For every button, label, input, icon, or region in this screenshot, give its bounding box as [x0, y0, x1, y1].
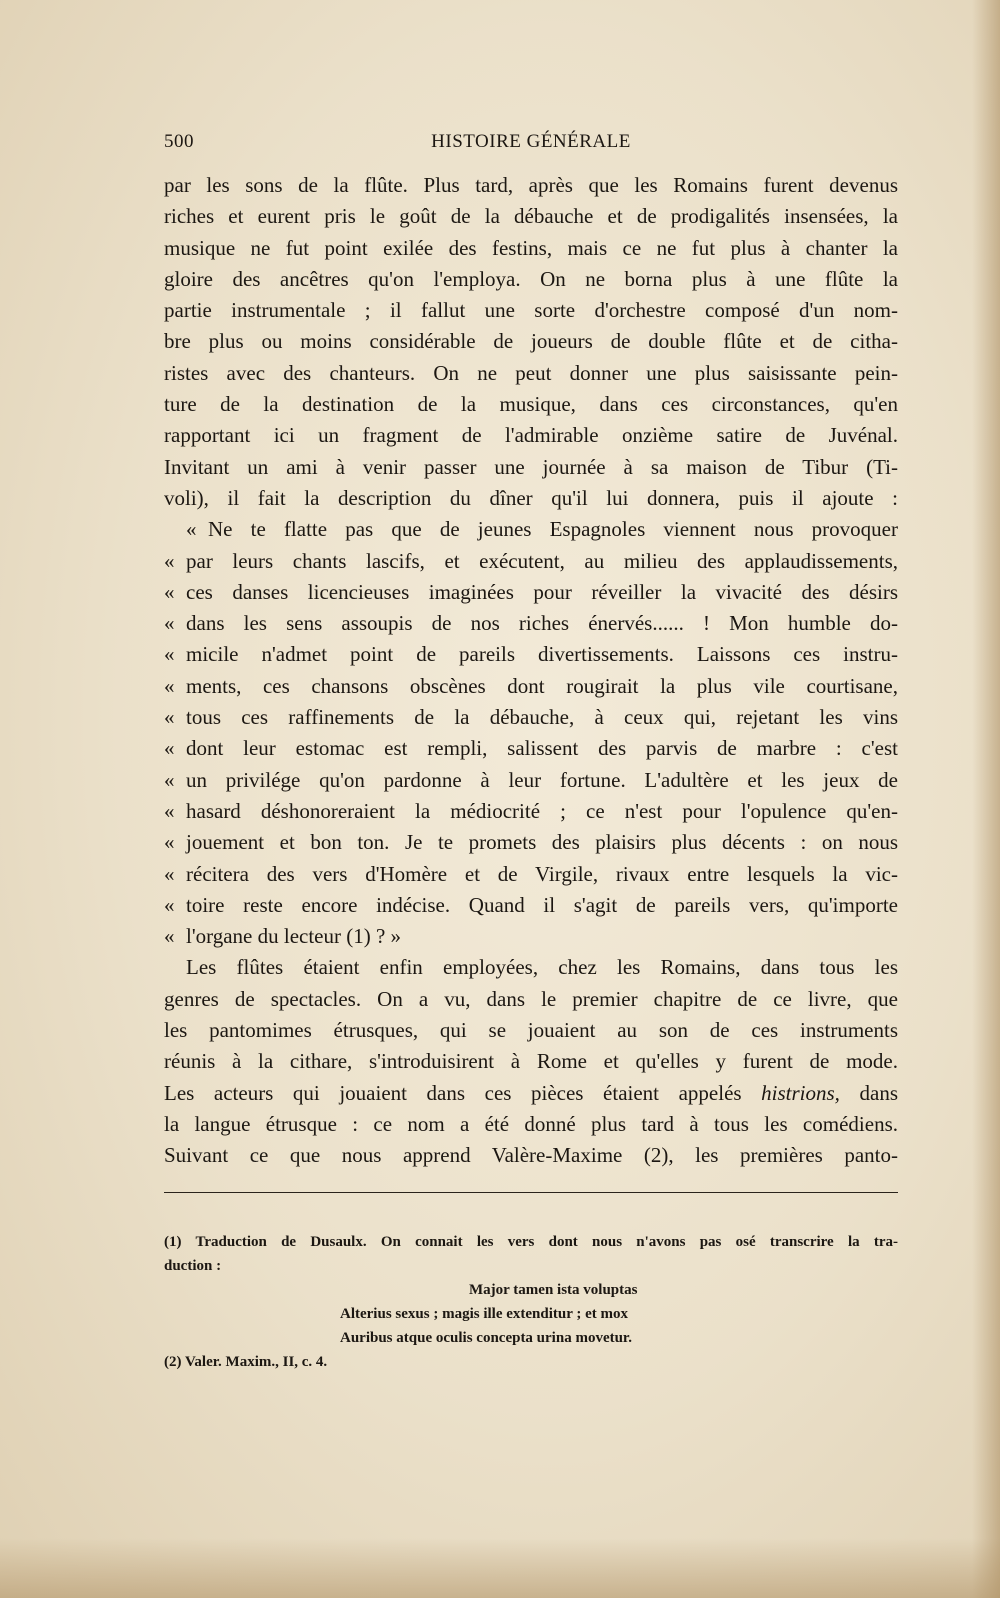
quote-mark: « — [164, 548, 175, 573]
footnote-2: (2) Valer. Maxim., II, c. 4. — [164, 1354, 328, 1370]
quote-text: dont leur estomac est rempli, salissent des parvis de marbre : c'est — [186, 736, 898, 761]
text-line: Suivant ce que nous apprend Valère-Maxime (2), les premières panto- — [164, 1143, 898, 1168]
quote-line — [164, 702, 898, 733]
footnote-1-line: duction : — [164, 1258, 222, 1274]
quote-mark: « — [164, 611, 175, 636]
text-line: voli), il fait la description du dîner qu'il lui donnera, puis il ajoute : — [164, 485, 898, 510]
quote-line — [164, 671, 898, 702]
quote-line — [164, 733, 898, 764]
quote-mark: « — [164, 767, 175, 792]
quote-line — [164, 639, 898, 670]
quote-text: jouement et bon ton. Je te promets des plaisirs plus décents : on nous — [186, 830, 898, 855]
quote-mark: « — [164, 673, 175, 698]
text-line: ristes avec des chanteurs. On ne peut donner une plus saisissante pein- — [164, 360, 898, 385]
page-edge-shadow-right — [972, 0, 1000, 1598]
running-title: HISTOIRE GÉNÉRALE — [431, 131, 631, 152]
footnote-separator — [164, 1192, 898, 1193]
quote-text: par leurs chants lascifs, et exécutent, au milieu des applaudissements, — [186, 548, 898, 573]
italic-term: histrions, — [761, 1080, 840, 1105]
quote-mark: « — [164, 642, 175, 667]
quote-mark: « — [164, 830, 175, 855]
quote-text: ments, ces chansons obscènes dont rougirait la plus vile courtisane, — [186, 673, 898, 698]
quote-mark: « — [164, 579, 175, 604]
text-line: gloire des ancêtres qu'on l'employa. On ne borna plus à une flûte la — [164, 266, 898, 291]
footnote-1-line: (1) Traduction de Dusaulx. On connait les vers dont nous n'avons pas osé transcrire la tra- — [164, 1234, 898, 1250]
quote-line — [164, 827, 898, 858]
text-line: ture de la destination de la musique, dans ces circonstances, qu'en — [164, 392, 898, 417]
quote-mark: « — [164, 798, 175, 823]
body-text — [164, 170, 898, 1172]
page-edge-shadow-bottom — [0, 1538, 1000, 1598]
text-line: rapportant ici un fragment de l'admirable onzième satire de Juvénal. — [164, 423, 898, 448]
text-line: Les flûtes étaient enfin employées, chez les Romains, dans tous les — [186, 955, 898, 980]
quote-mark: « — [164, 705, 175, 730]
footnote-verse-line: Alterius sexus ; magis ille extenditur ; et mox — [340, 1306, 629, 1322]
quote-text: l'organe du lecteur (1) ? » — [186, 924, 402, 949]
footnote-verse-line: Auribus atque oculis concepta urina movetur. — [340, 1330, 632, 1346]
quote-mark: « — [164, 892, 175, 917]
quote-text: tous ces raffinements de la débauche, à ceux qui, rejetant les vins — [186, 705, 898, 730]
text-line: par les sons de la flûte. Plus tard, après que les Romains furent devenus — [164, 173, 898, 197]
text-line: Invitant un ami à venir passer une journée à sa maison de Tibur (Ti- — [164, 454, 898, 479]
quote-text: Ne te flatte pas que de jeunes Espagnoles viennent nous provoquer — [208, 517, 898, 542]
page-number: 500 — [164, 131, 194, 152]
quote-text: ces danses licencieuses imaginées pour réveiller la vivacité des désirs — [186, 579, 898, 604]
quote-line — [164, 890, 898, 921]
quote-line — [164, 546, 898, 577]
text-segment: Les acteurs qui jouaient dans ces pièces étaient appelés — [164, 1080, 742, 1105]
footnotes — [164, 1230, 898, 1374]
text-line: riches et eurent pris le goût de la débauche et de prodigalités insensées, la — [164, 204, 898, 229]
text-line: genres de spectacles. On a vu, dans le premier chapitre de ce livre, que — [164, 986, 898, 1011]
quote-line — [164, 796, 898, 827]
quote-line — [164, 859, 898, 890]
quote-line — [164, 514, 898, 545]
quote-text: hasard déshonoreraient la médiocrité ; ce n'est pour l'opulence qu'en- — [186, 798, 898, 823]
text-line: musique ne fut point exilée des festins, mais ce ne fut plus à chanter la — [164, 235, 898, 260]
quote-line — [164, 921, 898, 952]
text-line — [164, 1078, 898, 1109]
text-segment: dans — [859, 1080, 898, 1105]
quote-mark: « — [164, 736, 175, 761]
quote-line — [164, 608, 898, 639]
quote-mark: « — [164, 861, 175, 886]
page-header — [164, 131, 898, 157]
quote-mark: « — [164, 924, 175, 949]
quote-text: micile n'admet point de pareils divertissements. Laissons ces instru- — [186, 642, 898, 667]
text-line: réunis à la cithare, s'introduisirent à Rome et qu'elles y furent de mode. — [164, 1049, 898, 1074]
quote-text: toire reste encore indécise. Quand il s'agit de pareils vers, qu'importe — [186, 892, 898, 917]
quote-text: récitera des vers d'Homère et de Virgile, rivaux entre lesquels la vic- — [186, 861, 898, 886]
quote-text: un privilége qu'on pardonne à leur fortune. L'adultère et les jeux de — [186, 767, 898, 792]
text-line: bre plus ou moins considérable de joueurs de double flûte et de cithа- — [164, 329, 898, 354]
quote-mark: « — [186, 517, 197, 542]
text-line: partie instrumentale ; il fallut une sorte d'orchestre composé d'un nom- — [164, 298, 898, 323]
quote-text: dans les sens assoupis de nos riches énervés...... ! Mon humble do- — [186, 611, 898, 636]
text-line: la langue étrusque : ce nom a été donné plus tard à tous les comédiens. — [164, 1111, 898, 1136]
quote-line — [164, 765, 898, 796]
text-line: les pantomimes étrusques, qui se jouaient au son de ces instruments — [164, 1018, 898, 1043]
footnote-verse-line: Major tamen ista voluptas — [469, 1282, 638, 1298]
quote-line — [164, 577, 898, 608]
